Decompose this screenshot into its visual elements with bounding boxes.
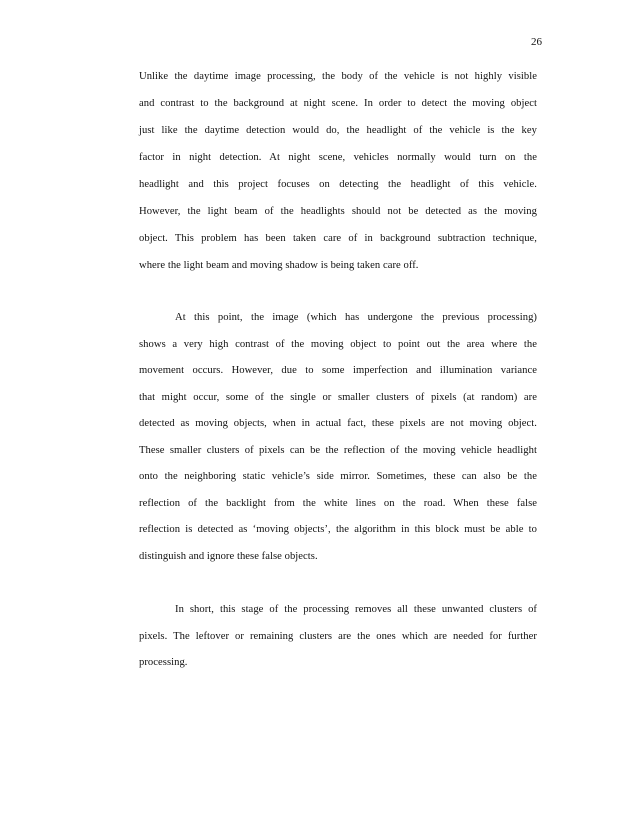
paragraph-2-line-6: These smaller clusters of pixels can be the reflection of the moving vehicle headlight bbox=[139, 445, 537, 456]
paragraph-3-line-2: pixels. The leftover or remaining clusters are the ones which are needed for further bbox=[139, 631, 537, 642]
paragraph-1-line-7: object. This problem has been taken care of in background subtraction technique, bbox=[139, 233, 537, 244]
paragraph-1-line-5: headlight and this project focuses on detecting the headlight of this vehicle. bbox=[139, 179, 537, 190]
paragraph-2-line-5: detected as moving objects, when in actual fact, these pixels are not moving object. bbox=[139, 418, 537, 429]
paragraph-2-line-2: shows a very high contrast of the moving object to point out the area where the bbox=[139, 339, 537, 350]
paragraph-1-line-8: where the light beam and moving shadow is being taken care off. bbox=[139, 260, 419, 271]
paragraph-2-line-9: reflection is detected as ‘moving objects’, the algorithm in this block must be able to bbox=[139, 524, 537, 535]
paragraph-1-line-4: factor in night detection. At night scene, vehicles normally would turn on the bbox=[139, 152, 537, 163]
paragraph-3-line-1: In short, this stage of the processing removes all these unwanted clusters of bbox=[175, 604, 537, 615]
paragraph-2-line-4: that might occur, some of the single or smaller clusters of pixels (at random) are bbox=[139, 392, 537, 403]
paragraph-1-line-6: However, the light beam of the headlights should not be detected as the moving bbox=[139, 206, 537, 217]
paragraph-2-line-7: onto the neighboring static vehicle’s side mirror. Sometimes, these can also be the bbox=[139, 471, 537, 482]
paragraph-1-line-2: and contrast to the background at night scene. In order to detect the moving object bbox=[139, 98, 537, 109]
paragraph-1-line-1: Unlike the daytime image processing, the body of the vehicle is not highly visible bbox=[139, 71, 537, 82]
paragraph-2-line-8: reflection of the backlight from the white lines on the road. When these false bbox=[139, 498, 537, 509]
paragraph-2-line-1: At this point, the image (which has undergone the previous processing) bbox=[175, 312, 537, 323]
paragraph-3-line-3: processing. bbox=[139, 657, 188, 668]
paragraph-2-line-3: movement occurs. However, due to some imperfection and illumination variance bbox=[139, 365, 537, 376]
paragraph-1-line-3: just like the daytime detection would do, the headlight of the vehicle is the key bbox=[139, 125, 537, 136]
page-number: 26 bbox=[531, 36, 542, 48]
paragraph-2-line-10: distinguish and ignore these false objects. bbox=[139, 551, 318, 562]
